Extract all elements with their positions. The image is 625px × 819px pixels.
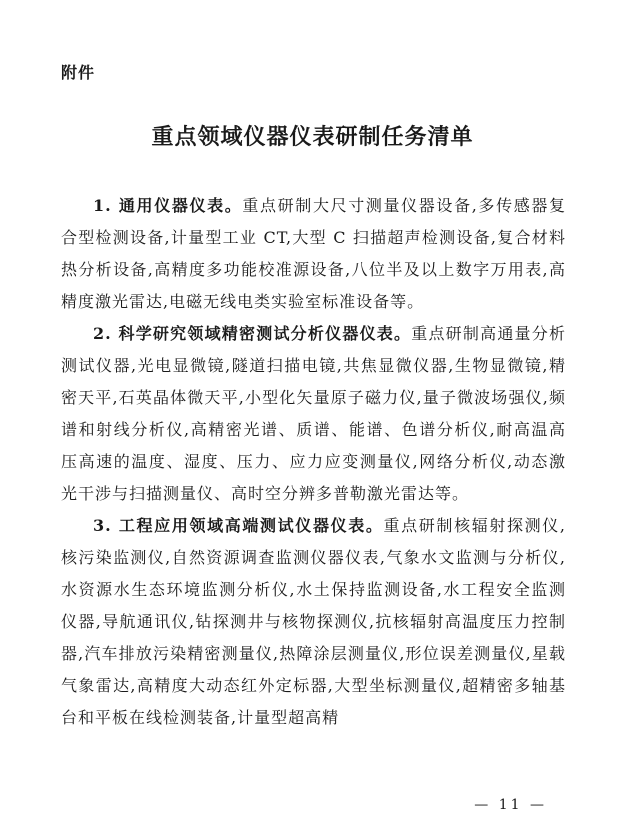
section-text-1: 重点研制大尺寸测量仪器设备,多传感器复合型检测设备,计量型工业 CT,大型 C 扫描超声检测设备,复合材料热分析设备,高精度多功能校准源设备,八位半及以上数字万用表,高精度激光雷达,电磁无线电类实验室标准设备等。 — [61, 196, 566, 311]
section-text-3: 重点研制核辐射探测仪,核污染监测仪,自然资源调查监测仪器仪表,气象水文监测与分析仪,水资源水生态环境监测分析仪,水土保持监测设备,水工程安全监测仪器,导航通讯仪,钻探测井与核物探测仪,抗核辐射高温度压力控制器,汽车排放污染精密测量仪,热障涂层测量仪,形位误差测量仪,星载气象雷达,高精度大动态红外定标器,大型坐标测量仪,超精密多轴基台和平板在线检测装备,计量型超高精 — [61, 516, 566, 727]
section-paragraph-2 — [61, 318, 566, 510]
section-heading-3: 3. 工程应用领域高端测试仪器仪表。 — [93, 516, 384, 535]
section-heading-2: 2. 科学研究领域精密测试分析仪器仪表。 — [93, 324, 412, 343]
section-heading-1: 1. 通用仪器仪表。 — [93, 196, 243, 215]
page-number: — 11 — — [474, 797, 547, 813]
section-paragraph-3 — [61, 510, 566, 734]
section-paragraph-1 — [61, 190, 566, 318]
document-title: 重点领域仪器仪表研制任务清单 — [151, 124, 474, 150]
document-body — [61, 190, 566, 734]
attachment-label: 附件 — [61, 63, 96, 82]
section-text-2: 重点研制高通量分析测试仪器,光电显微镜,隧道扫描电镜,共焦显微仪器,生物显微镜,精密天平,石英晶体微天平,小型化矢量原子磁力仪,量子微波场强仪,频谱和射线分析仪,高精密光谱、质谱、能谱、色谱分析仪,耐高温高压高速的温度、湿度、压力、应力应变测量仪,网络分析仪,动态激光干涉与扫描测量仪、高时空分辨多普勒激光雷达等。 — [61, 324, 566, 503]
